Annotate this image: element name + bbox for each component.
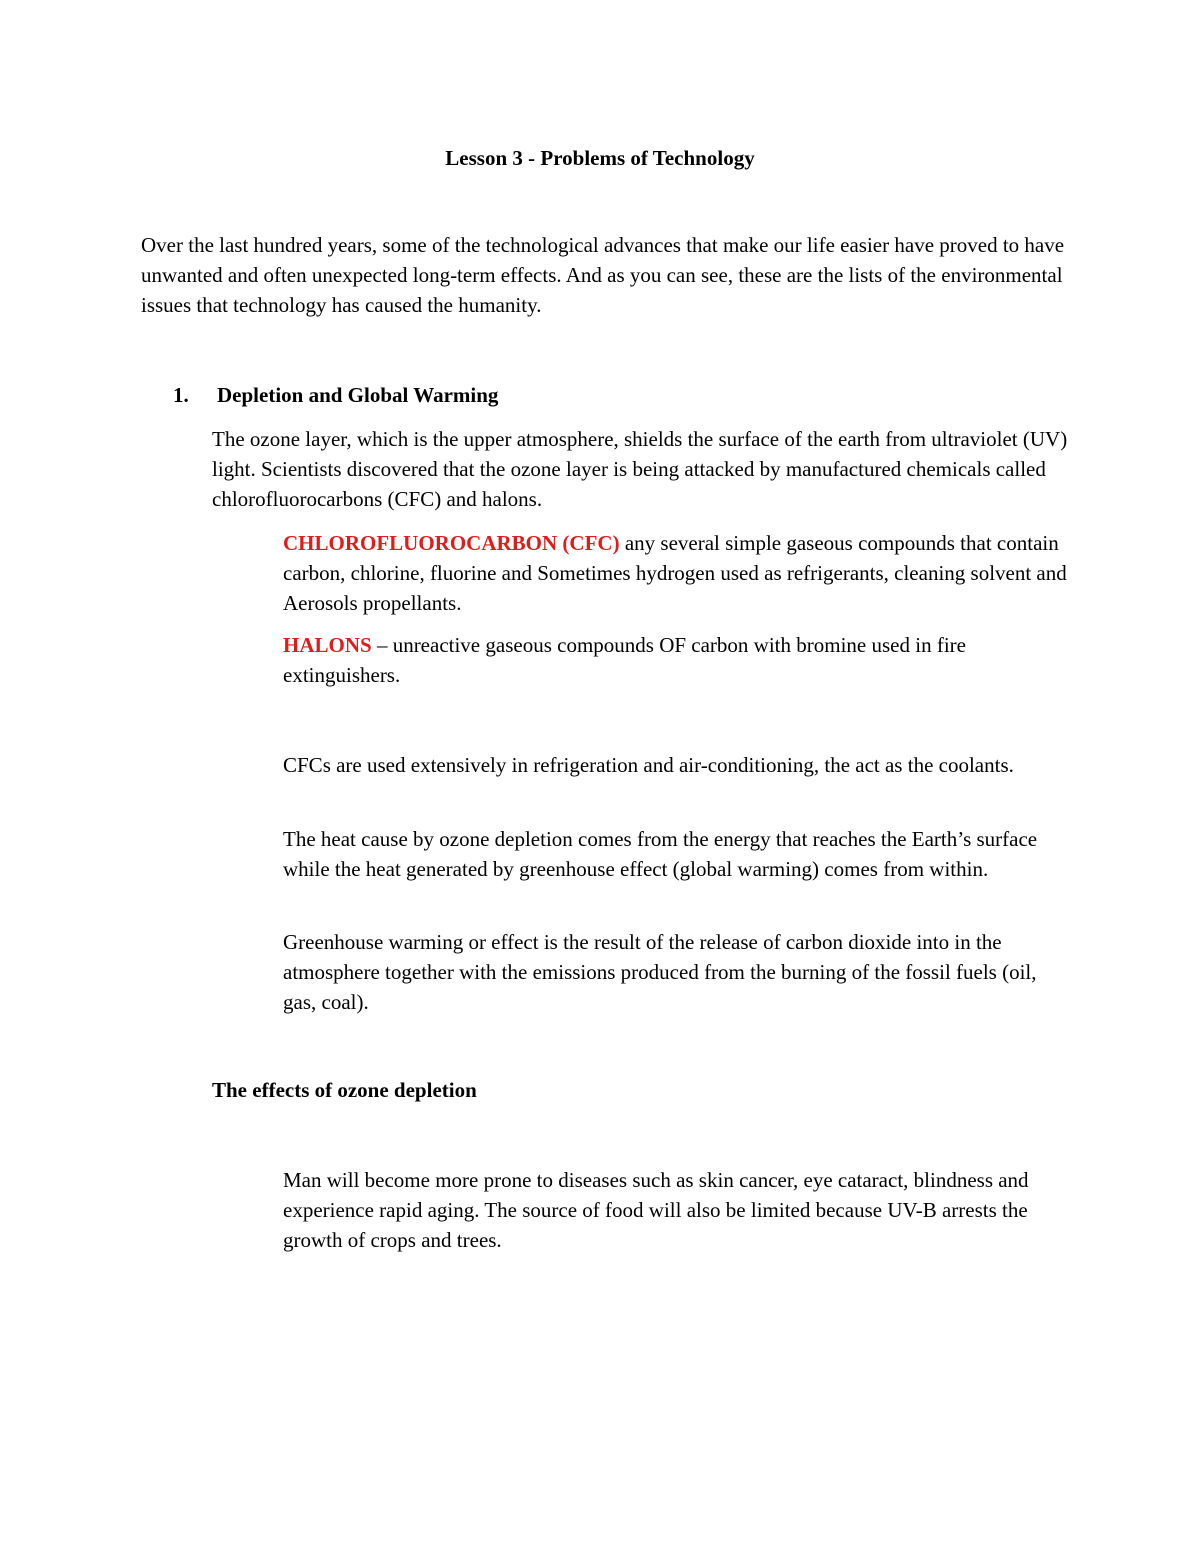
definition-term-halons: HALONS <box>283 633 372 657</box>
section-heading-depletion <box>173 380 498 410</box>
paragraph-cfcs-usage: CFCs are used extensively in refrigeration and air-conditioning, the act as the coolants. <box>283 753 1014 777</box>
definition-cfc <box>283 528 1073 618</box>
ozone-layer-paragraph: The ozone layer, which is the upper atmosphere, shields the surface of the earth from ultraviolet (UV) light. Scientists discovered that the ozone layer is being attacked by manufactured chemicals called chlorofluorocarbons (CFC) and halons. <box>212 427 1068 511</box>
section-number: 1. <box>173 383 189 407</box>
paragraph-heat-cause: The heat cause by ozone depletion comes from the energy that reaches the Earth’s surface while the heat generated by greenhouse effect (global warming) comes from within. <box>283 827 1038 881</box>
definition-text-halons: – unreactive gaseous compounds OF carbon with bromine used in fire extinguishers. <box>283 633 966 687</box>
effects-paragraph: Man will become more prone to diseases such as skin cancer, eye cataract, blindness and experience rapid aging. The source of food will also be limited because UV-B arrests the growth of crops and trees. <box>283 1168 1029 1252</box>
definition-halons <box>283 630 1073 690</box>
paragraph-greenhouse-warming: Greenhouse warming or effect is the result of the release of carbon dioxide into in the atmosphere together with the emissions produced from the burning of the fossil fuels (oil, gas, coal). <box>283 930 1037 1014</box>
effects-heading: The effects of ozone depletion <box>212 1078 477 1102</box>
document-title: Lesson 3 - Problems of Technology <box>445 146 755 170</box>
intro-paragraph: Over the last hundred years, some of the technological advances that make our life easier have proved to have unwanted and often unexpected long-term effects. And as you can see, these are the lists of the environmental issues that technology has caused the humanity. <box>141 233 1065 317</box>
definition-text-cfc: any several simple gaseous compounds that contain carbon, chlorine, fluorine and Sometimes hydrogen used as refrigerants, cleaning solvent and Aerosols propellants. <box>283 531 1067 615</box>
section-heading-text: Depletion and Global Warming <box>217 383 499 407</box>
definition-term-cfc: CHLOROFLUOROCARBON (CFC) <box>283 531 620 555</box>
